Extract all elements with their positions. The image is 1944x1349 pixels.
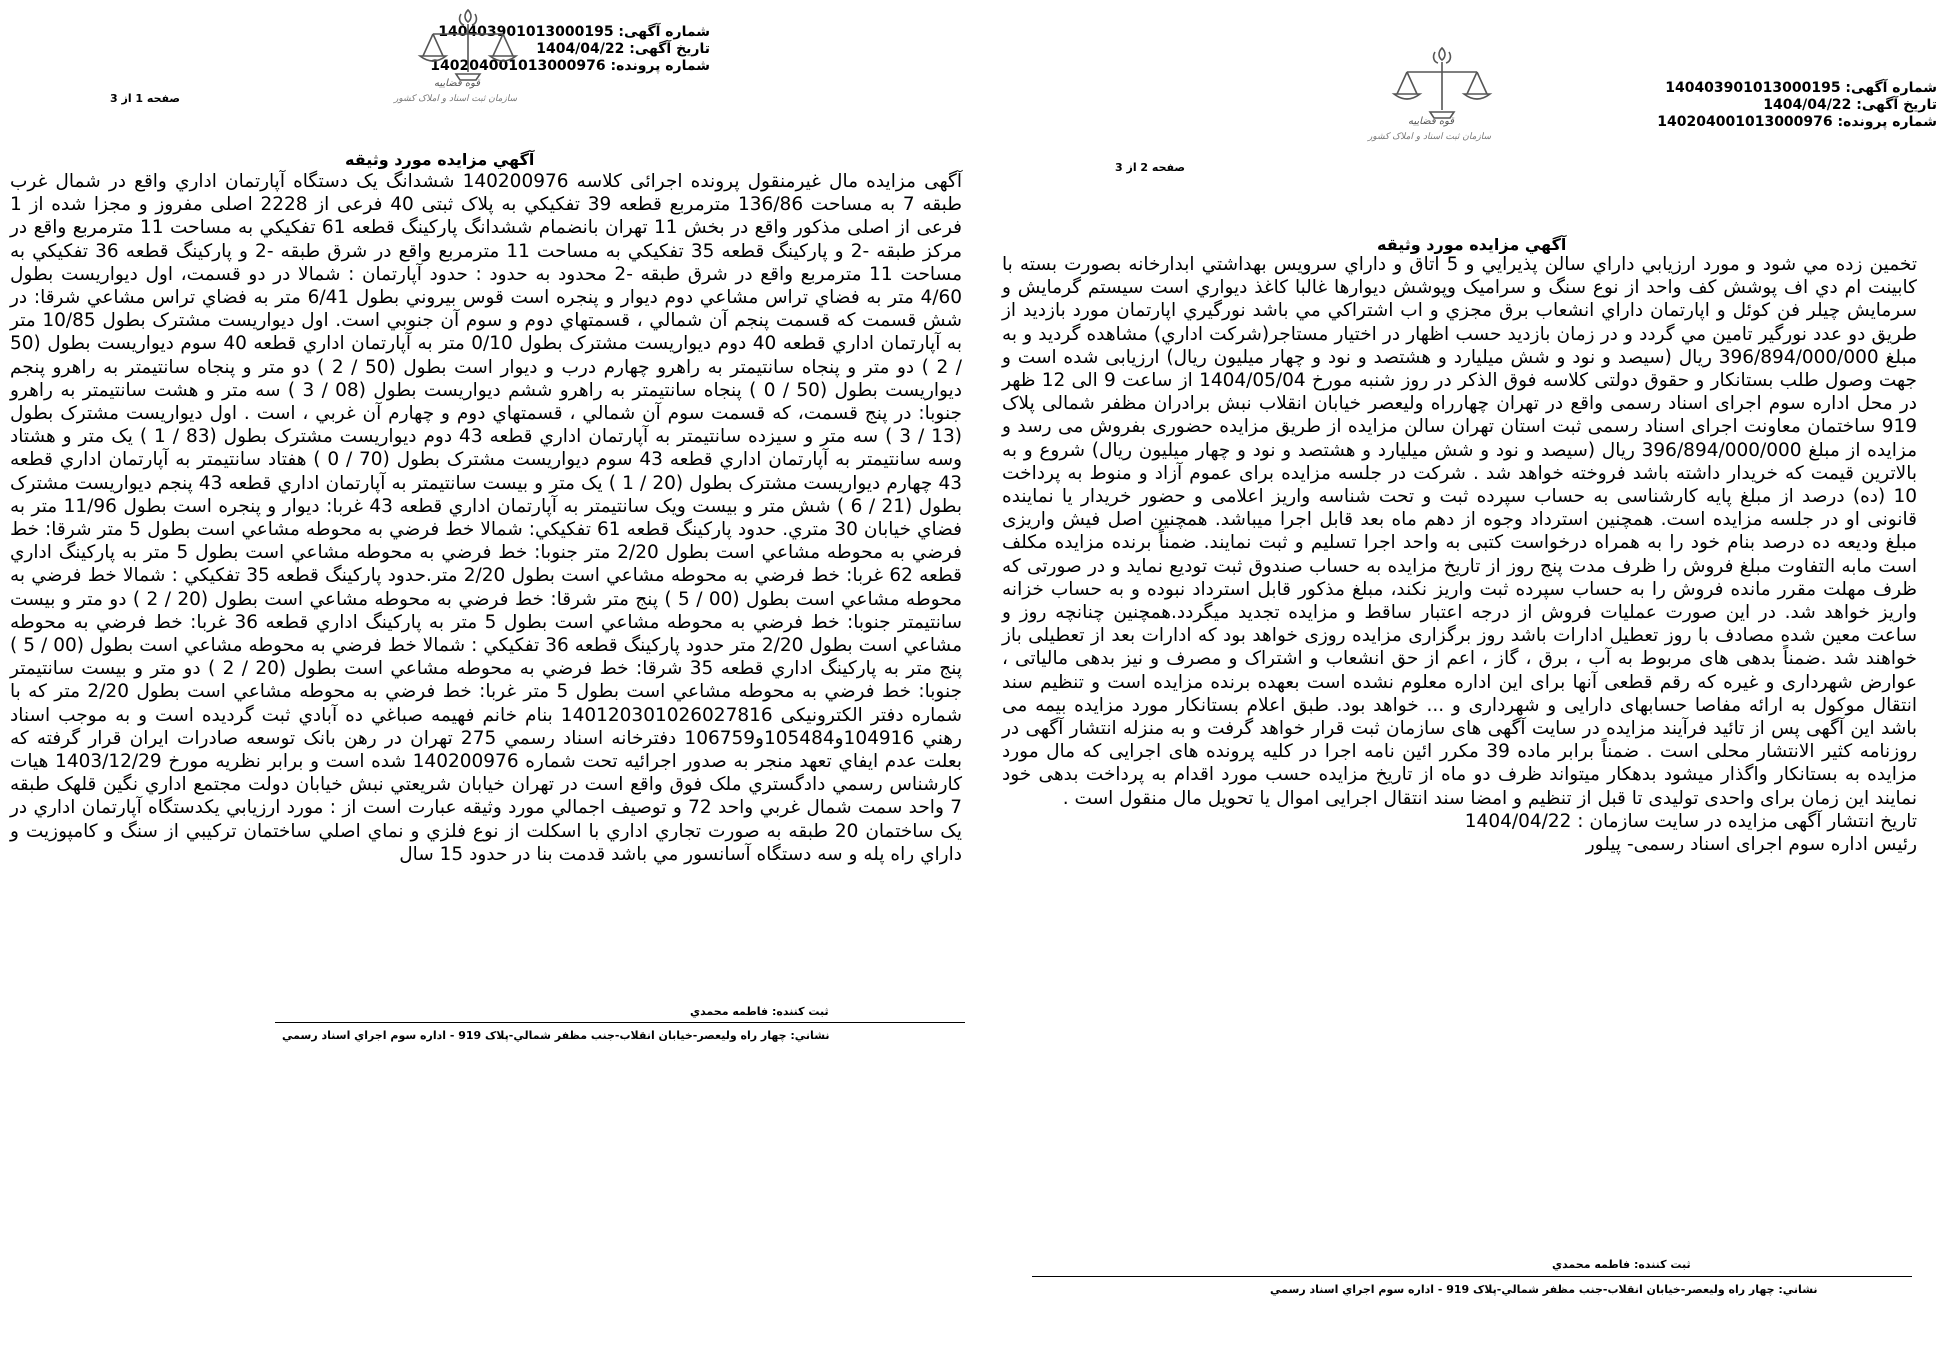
- emblem-caption: قوه قضاييه: [1408, 116, 1455, 127]
- ad-date: تاریخ آگهی: 1404/04/22: [536, 41, 710, 57]
- ad-number: شماره آگهی: 140403901013000195: [1665, 80, 1937, 96]
- ad-number: شماره آگهی: 140403901013000195: [438, 24, 710, 40]
- document-title: آگهي مزايده مورد وثيقه: [345, 150, 535, 169]
- signature-line: رئیس اداره سوم اجرای اسناد رسمی- پیلور: [1585, 834, 1917, 856]
- registrar: ثبت کننده: فاطمه محمدي: [1552, 1258, 1691, 1271]
- body-text: تخمين زده مي شود و مورد ارزيابي داراي سالن پذيرايي و 5 اتاق و داراي سرويس بهداشتي ابدارخانه بصورت بسته با کابينت ام دي اف پوشش کف واحد از نوع سنگ و سراميک وپوشش ديوارها غالبا کاغذ ديواري است سيستم گرمايش و سرمايش چيلر فن کوئل و اپارتمان داراي انشعاب برق مجزي و اب اشتراکي مي باشد نورگيري اپارتمان مورد بازديد از طريق دو عدد نورگير تامين مي گردد و در زمان بازديد حسب اظهار در اختيار مستاجر(شرکت اداري) مشاهده گرديد و به مبلغ 396/894/000/000 ريال (سيصد و نود و شش ميليارد و هشتصد و نود و چهار ميليون ريال) ارزیابی شده است و جهت وصول طلب بستانکار و حقوق دولتی کلاسه فوق الذکر در روز شنبه مورخ 1404/05/04 از ساعت 9 الی 12 ظهر در محل اداره سوم اجرای اسناد رسمی واقع در تهران چهارراه ولیعصر خیابان انقلاب نبش برادران مظفر شمالی پلاک 919 ساختمان معاونت اجرای اسناد رسمی ثبت استان تهران سالن مزایده از طریق مزایده حضوری بفروش می رسد و مزایده از مبلغ 396/894/000/000 ريال (سيصد و نود و شش ميليارد و هشتصد و نود و چهار ميليون ريال) شروع و به بالاترین قیمت که خریدار داشته باشد فروخته خواهد شد . شرکت در جلسه مزایده برای عموم آزاد و منوط به پرداخت 10 (ده) درصد از مبلغ پایه کارشناسی به حساب سپرده ثبت و تحت شناسه واریز اعلامی و حضور خریدار یا نماینده قانونی او در جلسه مزایده است. همچنین استرداد وجوه از دهم ماه بعد قابل اجرا میباشد. همچنین اصل فیش واریزی مبلغ ودیعه ده درصد بنام خود را به همراه درخواست کتبی به واحد اجرا تسلیم و ثبت نمایند. ضمناً برنده مزایده مکلف است مابه التفاوت مبلغ فروش را ظرف مدت پنج روز از تاریخ مزایده به حساب صندوق ثبت تودیع نماید و در صورتی که ظرف مهلت مقرر مانده فروش را به حساب سپرده ثبت واریز نکند، مبلغ مذکور قابل استرداد نبوده و به حساب خزانه واریز خواهد شد. در این صورت عملیات فروش از درجه اعتبار ساقط و مزایده تجدید میگردد.همچنین چنانچه روز و ساعت معین شده مصادف با روز تعطیل ادارات باشد روز برگزاری مزایده روزی خواهد بود که ادارات بعد از تعطیلی باز خواهند شد .ضمناً بدهی های مربوط به آب ، برق ، گاز ، اعم از حق انشعاب و اشتراک و مصرف و نیز بدهی مالیاتی ، عوارض شهرداری و غیره که رقم قطعی آنها برای این اداره معلوم نشده است بعهده برنده مزایده است و تنظیم سند انتقال موکول به ارائه مفاصا حسابهای دارایی و شهرداری و ... خواهد بود. طبق اعلام بستانکار مورد مزایده بیمه می باشد این آگهی پس از تائید فرآیند مزایده در سایت آگهی های سازمان ثبت قرار خواهد گرفت و به منزله انتشار آگهی در روزنامه کثیر الانتشار محلی است . ضمناً برابر ماده 39 مکرر ائین نامه اجرا در کلیه پرونده های اجرایی که مال مورد مزایده به بستانکار واگذار میشود بدهکار میتواند ظرف دو ماه از تاریخ مزایده حسب مورد اقدام به پرداخت بدهی خود نمایند این زمان برای واحدی تولیدی تا قبل از تنظیم و امضا سند انتقال اجرایی اموال یا تحویل مال منقول است .: [1002, 254, 1917, 809]
- document-body: [1002, 253, 1917, 856]
- footer-address: نشاني: چهار راه وليعصر-خيابان انقلاب-جنب مظفر شمالي-پلاک 919 - اداره سوم اجراي اسناد رسمي: [282, 1029, 830, 1042]
- page-number: صفحه 1 از 3: [110, 92, 181, 105]
- emblem-caption: قوه قضاييه: [434, 78, 481, 89]
- judiciary-emblem-icon: [1368, 40, 1502, 150]
- emblem-subcaption: سازمان ثبت اسناد و املاک کشور: [394, 94, 518, 104]
- footer-address: نشاني: چهار راه وليعصر-خيابان انقلاب-جنب مظفر شمالي-پلاک 919 - اداره سوم اجراي اسناد رسمي: [1270, 1283, 1818, 1296]
- emblem-subcaption: سازمان ثبت اسناد و املاک کشور: [1368, 132, 1492, 142]
- footer-divider: [275, 1022, 965, 1023]
- case-number: شماره پرونده: 140204001013000976: [1657, 114, 1937, 130]
- case-number: شماره پرونده: 140204001013000976: [430, 58, 710, 74]
- document-page-2: [972, 0, 1944, 1349]
- footer-divider: [1032, 1276, 1912, 1277]
- judiciary-emblem-icon: [394, 2, 528, 112]
- ad-date: تاریخ آگهی: 1404/04/22: [1763, 97, 1937, 113]
- ad-meta: [1657, 80, 1937, 131]
- document-body: آگهی مزایده مال غیرمنقول پرونده اجرائی کلاسه 140200976 ششدانگ يک دستگاه آپارتمان اداري واقع در شمال غرب طبقه 7 به مساحت 136/86 مترمربع قطعه 39 تفکيکي به پلاک ثبتی 40 فرعی از 2228 اصلی مفروز و مجزا شده از 1 فرعی از اصلی مذکور واقع در بخش 11 تهران بانضمام ششدانگ پارکينگ قطعه 61 تفکيکي به مساحت 11 مترمربع واقع در مرکز طبقه -2 و پارکينگ قطعه 35 تفکيکي به مساحت 11 مترمربع واقع در شرق طبقه -2 و پارکينگ قطعه 36 تفکيکي به مساحت 11 مترمربع واقع در شرق طبقه -2 محدود به حدود : حدود آپارتمان : شمالا در دو قسمت، اول ديواريست بطول 4/60 متر به فضاي تراس مشاعي دوم ديوار و پنجره است قوس بيروني بطول 6/41 متر به فضاي تراس مشاعي شرقا: در شش قسمت که قسمت پنجم آن شمالي ، قسمتهاي دوم و سوم آن جنوبي است. اول ديواريست مشترک بطول 10/85 متر به آپارتمان اداري قطعه 40 دوم ديواريست مشترک بطول 0/10 متر به آپارتمان اداري قطعه 40 سوم ديواريست بطول (50 / 2 ) دو متر و پنجاه سانتيمتر به راهرو چهارم درب و ديوار است بطول (50 / 2 ) دو متر و پنجاه سانتيمتر به راهرو پنجم ديواريست بطول (50 / 0 ) پنجاه سانتيمتر به راهرو ششم ديواريست بطول (08 / 3 ) سه متر و هشت سانتيمتر به راهرو جنوبا: در پنج قسمت، که قسمت سوم آن شمالي ، قسمتهاي دوم و چهارم آن غربي ، است . اول ديواريست مشترک بطول (13 / 3 ) سه متر و سيزده سانتيمتر به آپارتمان اداري قطعه 43 دوم ديواريست مشترک بطول (83 / 1 ) يک متر و هشتاد وسه سانتيمتر به آپارتمان اداري قطعه 43 سوم ديواريست مشترک بطول (70 / 0 ) هفتاد سانتيمتر به آپارتمان اداري قطعه 43 چهارم ديواريست مشترک بطول (20 / 1 ) يک متر و بيست سانتيمتر به آپارتمان اداري قطعه 43 پنجم ديواريست مشترک بطول (21 / 6 ) شش متر و بيست ويک سانتيمتر به آپارتمان اداري قطعه 43 غربا: ديوار و پنجره است بطول 11/96 متر به فضاي خيابان 30 متري. حدود پارکينگ قطعه 61 تفکيکي: شمالا خط فرضي به محوطه مشاعي است بطول 5 متر شرقا: خط فرضي به محوطه مشاعي است بطول 2/20 متر جنوبا: خط فرضي به محوطه مشاعي است بطول 5 متر به پارکينگ اداري قطعه 62 غربا: خط فرضي به محوطه مشاعي است بطول 2/20 متر.حدود پارکينگ قطعه 35 تفکيکي : شمالا خط فرضي به محوطه مشاعي است بطول (00 / 5 ) پنج متر شرقا: خط فرضي به محوطه مشاعي است بطول (20 / 2 ) دو متر و بيست سانتيمتر جنوبا: خط فرضي به محوطه مشاعي است بطول 5 متر به پارکينگ اداري قطعه 36 غربا: خط فرضي به محوطه مشاعي است بطول 2/20 متر حدود پارکينگ قطعه 36 تفکيکي : شمالا خط فرضي به محوطه مشاعي است بطول (00 / 5 ) پنج متر به پارکينگ اداري قطعه 35 شرقا: خط فرضي به محوطه مشاعي است بطول (20 / 2 ) دو متر و بيست سانتيمتر جنوبا: خط فرضي به محوطه مشاعي است بطول 5 متر غربا: خط فرضي به محوطه مشاعي است بطول 2/20 متر که با شماره دفتر الکترونيکی 140120301026027816 بنام خانم فهيمه صباغي ده آبادي ثبت گرديده است و به موجب اسناد رهني 104916و105484و106759 دفترخانه اسناد رسمي 275 تهران در رهن بانک توسعه صادرات ايران قرار گرفته که بعلت عدم ايفاي تعهد منجر به صدور اجرائيه تحت شماره 140200976 شده است و برابر نظريه مورخ 1403/12/29 هيات کارشناس رسمي دادگستري ملک فوق واقع است در تهران خيابان شريعتي نبش خيابان دولت مجتمع اداري نگين قلهک طبقه 7 واحد سمت شمال غربي واحد 72 و توصيف اجمالي مورد وثيقه عبارت است از : مورد ارزيابي يکدستگاه آپارتمان اداري در يک ساختمان 20 طبقه به صورت تجاري اداري با اسکلت از نوع فلزي و نماي اصلي ساختمان ترکيبي از سنگ و کامپوزيت و داراي راه پله و سه دستگاه آسانسور مي باشد قدمت بنا در حدود 15 سال: [10, 171, 963, 865]
- document-title: آگهي مزايده مورد وثيقه: [1377, 235, 1567, 254]
- registrar: ثبت کننده: فاطمه محمدي: [690, 1005, 829, 1018]
- page-number: صفحه 2 از 3: [1115, 161, 1186, 174]
- publish-date-line: تاریخ انتشار آگهی مزایده در سایت سازمان : 1404/04/22: [1464, 810, 1917, 832]
